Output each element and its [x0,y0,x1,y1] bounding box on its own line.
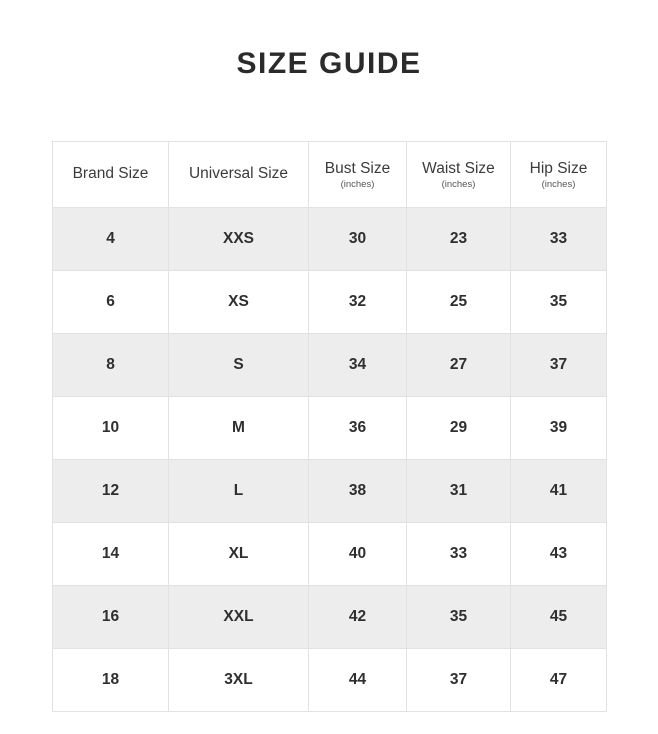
cell-hip-size: 41 [511,460,607,523]
cell-brand-size: 4 [53,208,169,271]
table-row [53,523,607,586]
cell-waist-size: 29 [407,397,511,460]
column-header-hip-size [511,142,607,208]
cell-brand-size: 18 [53,649,169,712]
table-header-row [53,142,607,208]
cell-brand-size: 6 [53,271,169,334]
column-header-universal-size [169,142,309,208]
cell-hip-size: 35 [511,271,607,334]
column-header-unit: (inches) [441,178,476,190]
cell-bust-size: 38 [309,460,407,523]
cell-bust-size: 32 [309,271,407,334]
table-row [53,649,607,712]
cell-waist-size: 23 [407,208,511,271]
table-row [53,397,607,460]
column-header-label: Waist Size [422,159,495,177]
size-guide-table [52,141,607,712]
cell-waist-size: 37 [407,649,511,712]
cell-bust-size: 44 [309,649,407,712]
cell-waist-size: 25 [407,271,511,334]
page-title: SIZE GUIDE [236,47,422,80]
cell-universal-size: XXL [169,586,309,649]
cell-hip-size: 37 [511,334,607,397]
column-header-label: Brand Size [72,165,149,183]
cell-brand-size: 14 [53,523,169,586]
cell-bust-size: 30 [309,208,407,271]
column-header-brand-size [53,142,169,208]
size-guide-table-container [52,141,606,712]
cell-waist-size: 33 [407,523,511,586]
cell-universal-size: L [169,460,309,523]
cell-brand-size: 10 [53,397,169,460]
table-body [53,208,607,712]
table-row [53,460,607,523]
table-row [53,208,607,271]
column-header-waist-size [407,142,511,208]
table-row [53,586,607,649]
cell-bust-size: 40 [309,523,407,586]
cell-hip-size: 33 [511,208,607,271]
cell-waist-size: 27 [407,334,511,397]
column-header-label: Hip Size [529,159,588,177]
column-header-unit: (inches) [340,178,375,190]
table-header [53,142,607,208]
cell-bust-size: 34 [309,334,407,397]
cell-hip-size: 47 [511,649,607,712]
cell-universal-size: XL [169,523,309,586]
table-row [53,334,607,397]
column-header-label: Universal Size [188,165,289,183]
cell-bust-size: 36 [309,397,407,460]
cell-universal-size: 3XL [169,649,309,712]
cell-waist-size: 31 [407,460,511,523]
cell-brand-size: 12 [53,460,169,523]
cell-universal-size: XXS [169,208,309,271]
column-header-label: Bust Size [324,159,391,177]
cell-waist-size: 35 [407,586,511,649]
cell-brand-size: 16 [53,586,169,649]
column-header-bust-size [309,142,407,208]
cell-brand-size: 8 [53,334,169,397]
cell-bust-size: 42 [309,586,407,649]
table-row [53,271,607,334]
cell-universal-size: S [169,334,309,397]
cell-universal-size: XS [169,271,309,334]
cell-universal-size: M [169,397,309,460]
cell-hip-size: 43 [511,523,607,586]
cell-hip-size: 39 [511,397,607,460]
cell-hip-size: 45 [511,586,607,649]
column-header-unit: (inches) [541,178,576,190]
